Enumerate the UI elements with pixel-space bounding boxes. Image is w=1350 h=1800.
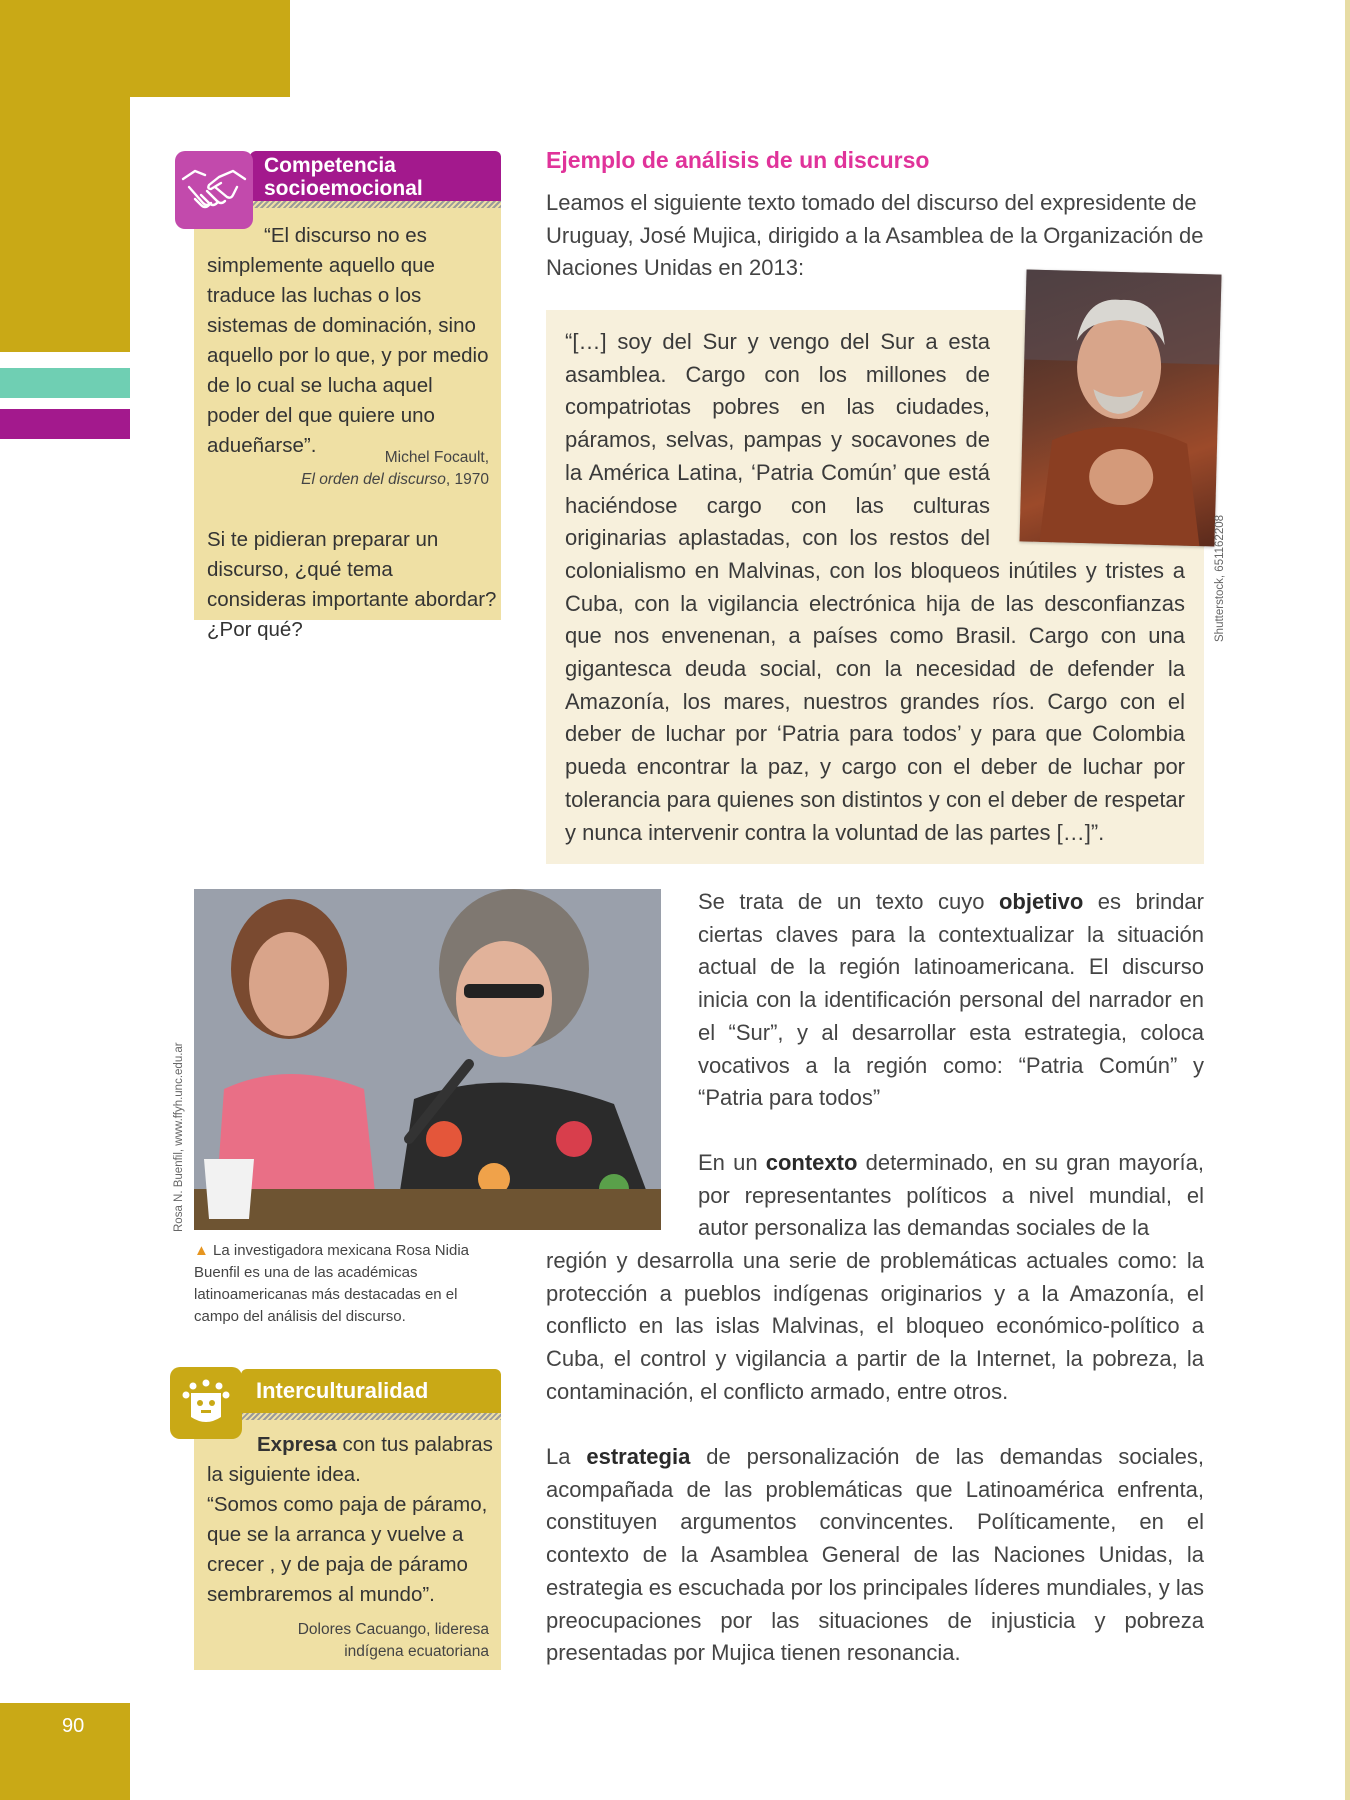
para1-bold: objetivo: [998, 889, 1084, 914]
competencia-author-name: Michel Focault,: [384, 449, 489, 466]
paragraph-estrategia: [546, 1441, 1204, 1670]
caption-triangle-icon: ▲: [194, 1242, 214, 1259]
intro-paragraph: Leamos el siguiente texto tomado del discurso del expresidente de Uruguay, José Mujica, dirigido a la Asamblea de la Organización de Naciones Unidas en 2013:: [546, 190, 1204, 280]
handshake-icon: [175, 151, 253, 229]
decorative-bar-left: [0, 0, 130, 352]
buenfil-caption-text: La investigadora mexicana Rosa Nidia Buenfil es una de las académicas latinoamericanas más destacadas en el campo del análisis del discurso.: [194, 1242, 469, 1325]
interculturalidad-quote: “Somos como paja de páramo, que se la arranca y vuelve a crecer , y de paja de páramo sembraremos al mundo”.: [207, 1493, 488, 1606]
paragraph-contexto-bottom: región y desarrolla una serie de problemáticas actuales como: la protección a pueblos indígenas originarios y a la Amazonía, el conflicto en las islas Malvinas, el bloqueo económico-político a Cuba, el control y vigilancia a partir de la Internet, la pobreza, la contaminación, el conflicto armado, entre otros.: [546, 1248, 1204, 1404]
mujica-quote-text: “[…] soy del Sur y vengo del Sur a esta asamblea. Cargo con los millones de compatriotas pobres en las ciudades, páramos, selvas, pampas y socavones de la América Latina, ‘Patria Común’ que está haciéndose cargo con las culturas originarias aplastadas, con los restos del colonialismo en Malvinas, con los bloqueos inútiles y tristes a Cuba, con la vigilancia electrónica hija de las desconfianzas que nos envenenan, a países como Brasil. Cargo con una gigantesca deuda social, con la necesidad de defender la Amazonía, los mares, nuestros grandes ríos. Cargo con el deber de luchar por ‘Patria para todos’ y para que Colombia pueda encontrar la paz, y cargo con el deber de luchar por tolerancia para quienes son distintos y con el deber de respetar y nunca intervenir contra la voluntad de las partes […]”.: [565, 329, 1185, 845]
para1-b: es brindar ciertas claves para la contextualizar la situación actual de la región latinoamericana. El discurso inicia con la identificación personal del narrador en el “Sur”, y al desarrollar esta estrategia, coloca vocativos a la región como: “Patria Común” y “Patria para todos”: [698, 889, 1204, 1111]
interculturalidad-header: [241, 1369, 501, 1413]
competencia-header: [250, 151, 501, 201]
page-number: 90: [62, 1715, 85, 1737]
para3-b: de personalización de las demandas sociales, acompañada de las problemáticas que Latinoamérica enfrenta, constituyen argumentos convincentes. Políticamente, en el contexto de la Asamblea General de las Naciones Unidas, la estrategia es escuchada por los principales líderes mundiales, y las preocupaciones por las situaciones de injusticia y pobreza presentadas por Mujica tienen resonancia.: [546, 1444, 1204, 1666]
paragraph-contexto-top: [698, 1147, 1204, 1245]
competencia-work: El orden del discurso: [301, 471, 446, 488]
competencia-title-line2: socioemocional: [264, 177, 423, 200]
decorative-edge-right: [1345, 0, 1350, 1800]
para2-bold: contexto: [765, 1150, 858, 1175]
para1-a: Se trata de un texto cuyo: [698, 889, 999, 914]
competencia-title-line1: Competencia: [264, 154, 396, 177]
para2-a: En un: [698, 1150, 766, 1175]
competencia-question: Si te pidieran preparar un discurso, ¿qué tema consideras importante abordar? ¿Por qué?: [207, 528, 497, 641]
buenfil-photo: [194, 889, 661, 1230]
interculturalidad-author: Dolores Cacuango, lideresa indígena ecuatoriana: [297, 1621, 489, 1660]
interculturalidad-title: Interculturalidad: [256, 1378, 429, 1403]
mujica-photo: [1019, 269, 1221, 546]
instruction-rest: con tus palabras la siguiente idea.: [207, 1433, 493, 1486]
para3-a: La: [546, 1444, 587, 1469]
para2-b: determinado, en su gran mayoría, por representantes políticos a nivel mundial, el autor personaliza las demandas sociales de la: [698, 1150, 1205, 1241]
competencia-author: [207, 447, 489, 491]
decorative-stripe-magenta: [0, 409, 130, 439]
buenfil-photo-credit: Rosa N. Buenfil, www.ffyh.unc.edu.ar: [173, 1042, 185, 1232]
mujica-photo-credit: Shutterstock, 651162208: [1214, 514, 1226, 642]
para3-bold: estrategia: [586, 1444, 691, 1469]
competencia-quote: “El discurso no es simplemente aquello que traduce las luchas o los sistemas de dominación, sino aquello por lo que, y por medio de lo cual se lucha aquel poder del que quiere uno adueñarse”.: [207, 224, 489, 457]
competencia-year: , 1970: [445, 471, 489, 488]
paragraph-objetivo: [698, 886, 1204, 1115]
section-title: Ejemplo de análisis de un discurso: [546, 147, 930, 173]
decorative-stripe-teal: [0, 368, 130, 398]
interculturalidad-instruction: [207, 1430, 497, 1490]
mask-icon: [170, 1367, 242, 1439]
buenfil-caption: [194, 1240, 484, 1328]
instruction-bold: Expresa: [257, 1433, 337, 1456]
